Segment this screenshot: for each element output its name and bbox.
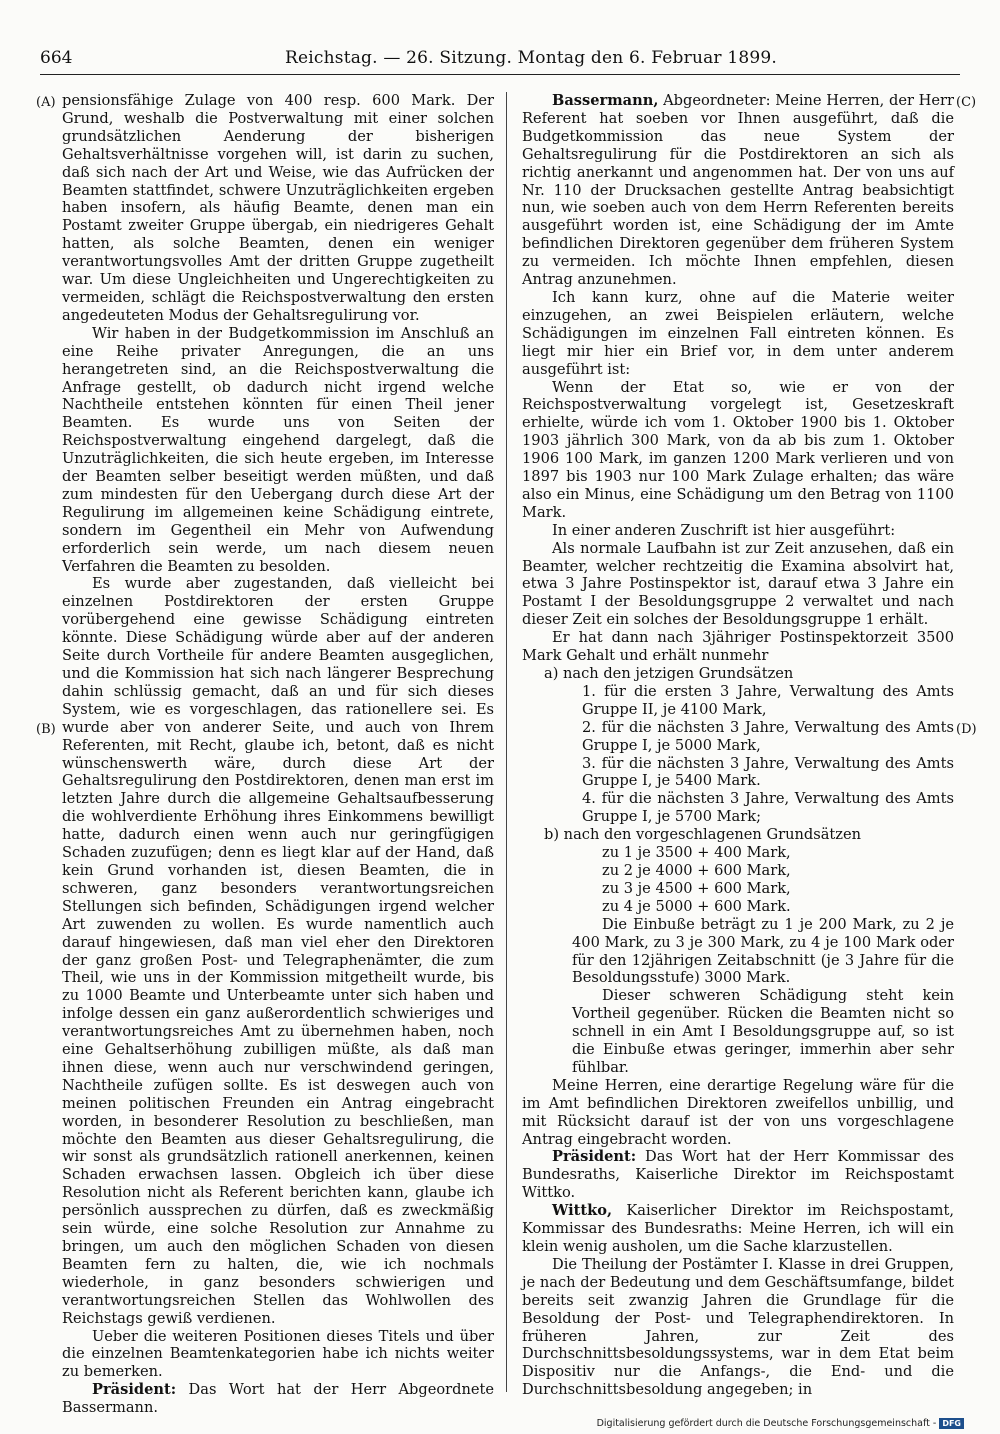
- paragraph: In einer anderen Zuschrift ist hier ausgeführt:: [552, 521, 896, 539]
- speech-text: Kaiserlicher Direktor im Reichspostamt, Kommissar des Bundesraths: Meine Herren, ich will ein klein wenig ausholen, um die Sache klarzustellen.: [522, 1202, 954, 1255]
- paragraph: Die Einbuße beträgt zu 1 je 200 Mark, zu 2 je 400 Mark, zu 3 je 300 Mark, zu 4 je 100 Mark oder für den 12jährigen Zeitabschnitt (je 3 Jahre für die Besoldungsstufe) 3000 Mark.: [572, 915, 954, 987]
- list-item: 4. für die nächsten 3 Jahre, Verwaltung des Amts Gruppe I, je 5700 Mark;: [582, 790, 954, 826]
- margin-mark-d: (D): [956, 722, 977, 737]
- paragraph: Meine Herren, eine derartige Regelung wäre für die im Amt befindlichen Direktoren zweifellos unbillig, und mit Rücksicht darauf ist der von uns vorgeschlagene Antrag eingebracht worden.: [522, 1076, 954, 1148]
- paragraph: Dieser schweren Schädigung steht kein Vortheil gegenüber. Rücken die Beamten nicht so schnell in ein Amt I Besoldungsgruppe auf, so ist die Einbuße etwas geringer, immerhin aber sehr fühlbar.: [572, 987, 954, 1076]
- page-number: 664: [40, 48, 73, 68]
- list-heading: b) nach den vorgeschlagenen Grundsätzen: [544, 826, 862, 844]
- paragraph: Es wurde aber zugestanden, daß vielleicht bei einzelnen Postdirektoren der ersten Gruppe vorübergehend eine gewisse Schädigung eintreten könnte. Diese Schädigung würde aber auf der anderen Seite durch Vortheile für andere Beamten ausgeglichen, und die Kommission hat sich nach längerer Besprechung dahin schlüssig gemacht, daß an und für sich dieses System, wie es vorgeschlagen, das rationellere sei. Es wurde aber von anderer Seite, und auch von Ihrem Referenten, mit Recht, glaube ich, betont, daß es nicht wünschenswerth wäre, durch diese Art der Gehaltsregulirung den Postdirektoren, denen man erst im letzten Jahre durch die allgemeine Gehaltsaufbesserung die wohlverdiente Erhöhung ihres Einkommens bewilligt hatte, dadurch einen wenn auch nur geringfügigen Schaden zuzufügen; denn es liegt klar auf der Hand, daß kein Grund vorhanden ist, diesen Beamten, die in schweren, ganz besonders verantwortungsreichen Stellungen sich befinden, Schädigungen irgend welcher Art zuwenden zu wollen. Es wurde namentlich auch darauf hingewiesen, daß man viel eher den Direktoren der ganz großen Post- und Telegraphenämter, die zum Theil, wie uns in der Kommission mitgetheilt wurde, bis zu 1000 Beamte und Unterbeamte unter sich haben und infolge dessen ein ganz außerordentlich schwieriges und verantwortungsreiches Amt zu übernehmen haben, noch eine Gehaltserhöhung zubilligen müßte, als daß man ihnen diese, wenn auch nur verschwindend geringen, Nachtheile zufügen sollte. Es ist deswegen auch von meinen politischen Freunden ein Antrag eingebracht worden, in besonderer Resolution zu beschließen, man möchte den Beamten aus dieser Gehaltsregulirung, die wir sonst als grundsätzlich rationell anerkennen, keinen Schaden erwachsen lassen. Obgleich ich über diese Resolution nicht als Referent berichten kann, glaube ich persönlich aussprechen zu dürfen, daß es zweckmäßig sein würde, eine solche Resolution zur Annahme zu bringen, um auch den möglichen Schaden von diesen Beamten fern zu halten, die, wie ich nochmals wiederhole, in ganz besonders schwierigen und verantwortungsreichen Stellen das Wohlwollen des Reichstags gewiß verdienen.: [62, 575, 494, 1327]
- paragraph: Ich kann kurz, ohne auf die Materie weiter einzugehen, an zwei Beispielen erläutern, welche Schädigungen im einzelnen Fall eintreten können. Es liegt mir hier ein Brief vor, in dem unter anderem ausgeführt ist:: [522, 288, 954, 378]
- margin-mark-b: (B): [36, 722, 56, 737]
- paragraph: Er hat dann nach 3jähriger Postinspektorzeit 3500 Mark Gehalt und erhält nunmehr: [522, 629, 954, 665]
- quoted-letter: Als normale Laufbahn ist zur Zeit anzusehen, daß ein Beamter, welcher rechtzeitig die Examina absolvirt hat, etwa 3 Jahre Postinspektor ist, darauf etwa 3 Jahre ein Postamt I der Besoldungsgruppe 2 verwaltet und nach dieser Zeit ein solches der Besoldungsgruppe 1 erhält.: [522, 539, 954, 629]
- list-item: zu 2 je 4000 + 600 Mark,: [602, 861, 791, 879]
- speaker-paragraph: [62, 1381, 494, 1417]
- speaker-name: Präsident:: [552, 1148, 637, 1166]
- list-item: zu 4 je 5000 + 600 Mark.: [602, 897, 791, 915]
- paragraph: Ueber die weiteren Positionen dieses Titels und über die einzelnen Beamtenkategorien habe ich nichts weiter zu bemerken.: [62, 1327, 494, 1381]
- speaker-name: Bassermann,: [552, 92, 659, 109]
- speaker-paragraph: [522, 92, 954, 289]
- speaker-name: Wittko,: [552, 1202, 613, 1220]
- left-column: [62, 92, 494, 1417]
- footer-text: Digitalisierung gefördert durch die Deutsche Forschungsgemeinschaft -: [596, 1418, 937, 1429]
- speaker-paragraph: [522, 1202, 954, 1256]
- paragraph: Wir haben in der Budgetkommission im Anschluß an eine Reihe privater Anregungen, die an uns herangetreten sind, an die Reichspostverwaltung die Anfrage gestellt, ob dadurch nicht irgend welche Nachtheile entstehen könnten für einen Theil jener Beamten. Es wurde uns von Seiten der Reichspostverwaltung eingehend dargelegt, daß die Unzuträglichkeiten, die sich heute ergeben, im Interesse der Beamten selber beseitigt werden müßten, und daß zum mindesten für den Uebergang durch diese Art der Regulirung im allgemeinen keine Schädigung eintrete, sondern im Gegentheil ein Mehr von Aufwendung erforderlich sein werde, um nach diesem neuen Verfahren die Beamten zu besolden.: [62, 324, 494, 575]
- header-rule: [40, 74, 960, 75]
- list-item: 1. für die ersten 3 Jahre, Verwaltung des Amts Gruppe II, je 4100 Mark,: [582, 682, 954, 718]
- paragraph: Die Theilung der Postämter I. Klasse in drei Gruppen, je nach der Bedeutung und dem Geschäftsumfange, bildet bereits seit zwanzig Jahren die Grundlage für die Besoldung der Post- und Telegraphendirektoren. In früheren Jahren, zur Zeit des Durchschnittsbesoldungssystems, war in dem Etat beim Dispositiv nur die Anfangs-, die End- und die Durchschnittsbesoldung angegeben; in: [522, 1255, 954, 1399]
- list-item: 3. für die nächsten 3 Jahre, Verwaltung des Amts Gruppe I, je 5400 Mark.: [582, 754, 954, 790]
- speech-text: Abgeordneter: Meine Herren, der Herr Referent hat soeben vor Ihnen ausgeführt, daß die Budgetkommission das neue System der Gehaltsregulirung für die Postdirektoren an sich als richtig anerkannt und angenommen hat. Der von uns auf Nr. 110 der Drucksachen gestellte Antrag beabsichtigt nun, wie soeben auch von dem Herrn Referenten bereits ausgeführt worden ist, eine Schädigung der im Amte befindlichen Direktoren gegenüber dem früheren System zu vermeiden. Ich möchte Ihnen empfehlen, diesen Antrag anzunehmen.: [522, 92, 954, 289]
- list-heading: a) nach den jetzigen Grundsätzen: [544, 665, 794, 682]
- quoted-letter: Wenn der Etat so, wie er von der Reichspostverwaltung vorgelegt ist, Gesetzeskraft erhielte, würde ich vom 1. Oktober 1900 bis 1. Oktober 1903 jährlich 300 Mark, von da ab bis zum 1. Oktober 1906 100 Mark, im ganzen 1200 Mark verlieren und von 1897 bis 1903 nur 100 Mark Zulage erhalten; das wäre also ein Minus, eine Schädigung um den Betrag von 1100 Mark.: [522, 378, 954, 521]
- margin-mark-c: (C): [956, 95, 977, 110]
- dfg-logo: DFG: [939, 1418, 964, 1429]
- list-item: 2. für die nächsten 3 Jahre, Verwaltung des Amts Gruppe I, je 5000 Mark,: [582, 718, 954, 754]
- list-item: zu 3 je 4500 + 600 Mark,: [602, 879, 791, 897]
- paragraph: pensionsfähige Zulage von 400 resp. 600 Mark. Der Grund, weshalb die Postverwaltung mit einer solchen grundsätzlichen Aenderung der bisherigen Gehaltsverhältnisse vorgehen will, ist darin zu suchen, daß sich nach der Art und Weise, wie das Aufrücken der Beamten stattfindet, schwere Unzuträglichkeiten ergeben haben insofern, als häufig Beamte, denen man ein Postamt zweiter Gruppe übergab, ein niedrigeres Gehalt hatten, als solche Beamten, denen ein weniger verantwortungsvolles Amt der dritten Gruppe zugetheilt war. Um diese Ungleichheiten und Ungerechtigkeiten zu vermeiden, schlägt die Reichspostverwaltung den ersten angedeuteten Modus der Gehaltsregulirung vor.: [62, 92, 494, 324]
- page-header: [40, 46, 960, 72]
- running-title: Reichstag. — 26. Sitzung. Montag den 6. Februar 1899.: [285, 48, 778, 68]
- speaker-paragraph: [522, 1148, 954, 1202]
- speech-text: Das Wort hat der Herr Abgeordnete Bassermann.: [62, 1381, 494, 1417]
- margin-mark-a: (A): [36, 95, 56, 110]
- column-divider: [506, 92, 507, 1392]
- speaker-name: Präsident:: [92, 1381, 177, 1399]
- speech-text: Das Wort hat der Herr Kommissar des Bundesraths, Kaiserliche Direktor im Reichspostamt Wittko.: [522, 1148, 954, 1202]
- right-column: [522, 92, 954, 1399]
- list-item: zu 1 je 3500 + 400 Mark,: [602, 844, 791, 862]
- digitization-footer: [597, 1418, 964, 1429]
